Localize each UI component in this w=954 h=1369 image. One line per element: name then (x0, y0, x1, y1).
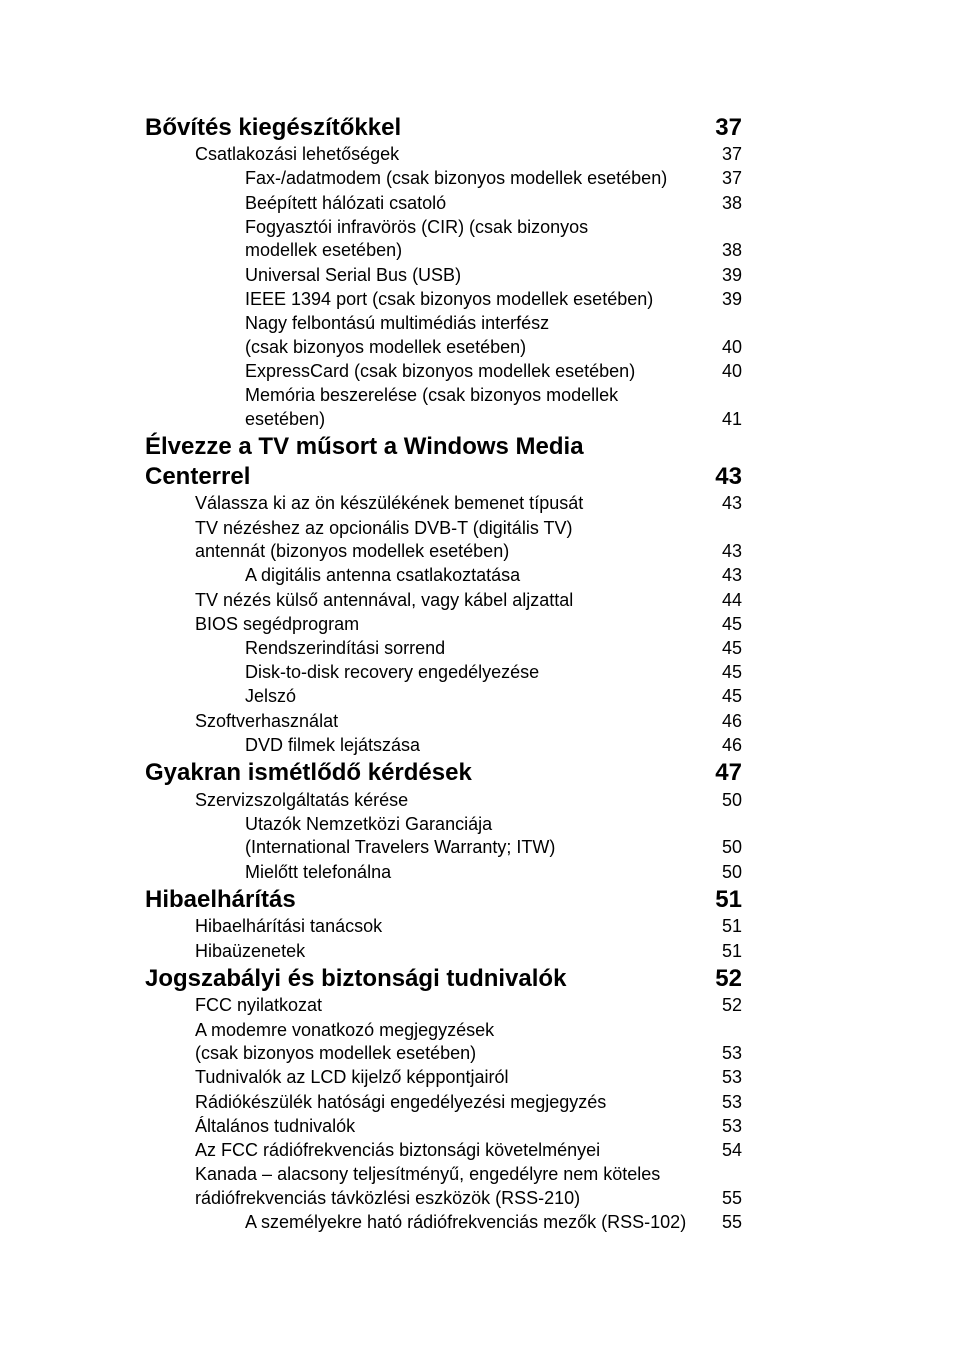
toc-entry-title-line: Hibaelhárítás (145, 885, 296, 913)
toc-entry-title-line: (csak bizonyos modellek esetében) (245, 336, 527, 357)
toc-page-number: 37 (715, 113, 742, 141)
toc-entry-title-line: Fogyasztói infravörös (CIR) (csak bizonyos (245, 216, 589, 237)
toc-entry-title-line: Jogszabályi és biztonsági tudnivalók (145, 964, 567, 992)
toc-section[interactable] (195, 143, 742, 167)
toc-entry-title-line: Kanada – alacsony teljesítményű, engedélyre nem köteles (195, 1164, 661, 1185)
toc-section[interactable] (195, 710, 742, 734)
toc-entry-title-line: A modemre vonatkozó megjegyzések (195, 1019, 495, 1040)
toc-subsection[interactable] (245, 564, 742, 588)
toc-page-number: 39 (721, 288, 742, 309)
toc-page-number: 39 (721, 264, 742, 285)
toc-page-number: 46 (721, 710, 742, 731)
toc-entry-title-line: Fax-/adatmodem (csak bizonyos modellek esetében) (245, 168, 668, 189)
toc-page-number: 44 (721, 589, 742, 610)
toc-page-number: 55 (721, 1212, 742, 1232)
toc-page-number: 45 (721, 686, 742, 707)
toc-chapter[interactable] (145, 432, 742, 492)
toc-section[interactable] (195, 1066, 742, 1090)
toc-page-number: 45 (721, 638, 742, 658)
toc-page-number: 47 (715, 759, 742, 786)
toc-entry-title-line: DVD filmek lejátszása (245, 734, 421, 755)
toc-subsection[interactable] (245, 813, 742, 860)
toc-subsection[interactable] (245, 861, 742, 885)
toc-subsection[interactable] (245, 1211, 742, 1235)
toc-entry-title-line: Memória beszerelése (csak bizonyos modellek (245, 385, 619, 405)
toc-entry-title-line: TV nézéshez az opcionális DVB-T (digitális TV) (195, 517, 573, 538)
toc-entry-title-line: A személyekre ható rádiófrekvenciás mezők (RSS-102) (245, 1212, 687, 1232)
toc-page-number: 53 (721, 1043, 742, 1064)
toc-page-number: 38 (721, 192, 742, 213)
toc-page-number: 50 (721, 789, 742, 810)
toc-page-number: 52 (721, 995, 742, 1016)
toc-subsection[interactable] (245, 192, 742, 216)
toc-entry-title-line: Bővítés kiegészítőkkel (145, 113, 402, 141)
toc-subsection[interactable] (245, 637, 742, 661)
toc-section[interactable] (195, 1115, 742, 1139)
toc-page-number: 51 (721, 916, 742, 937)
toc-page-number: 40 (721, 360, 742, 381)
toc-entry-title-line: Universal Serial Bus (USB) (245, 264, 462, 285)
toc-section[interactable] (195, 1139, 742, 1163)
toc-entry-title-line: Gyakran ismétlődő kérdések (145, 759, 472, 786)
toc-entry-title-line: Jelszó (245, 686, 297, 707)
toc-subsection[interactable] (245, 167, 742, 191)
toc-page-number: 38 (721, 240, 742, 261)
toc-section[interactable] (195, 1163, 742, 1210)
toc-page-number: 50 (721, 861, 742, 882)
toc-subsection[interactable] (245, 312, 742, 359)
toc-entry-title-line: Élvezze a TV műsort a Windows Media (145, 432, 584, 460)
toc-page-number: 45 (721, 662, 742, 683)
toc-section[interactable] (195, 789, 742, 813)
toc-entry-title-line: Válassza ki az ön készülékének bemenet típusát (195, 493, 584, 514)
toc-page-number: 40 (721, 336, 742, 357)
toc-page-number: 52 (715, 964, 742, 992)
toc-entry-title-line: Szervizszolgáltatás kérése (195, 789, 409, 810)
toc-page-number: 51 (715, 885, 742, 913)
toc-subsection[interactable] (245, 360, 742, 384)
toc-page-number: 53 (721, 1067, 742, 1088)
toc-entry-title-line: Rendszerindítási sorrend (245, 638, 446, 658)
toc-chapter[interactable] (145, 964, 742, 994)
toc-section[interactable] (195, 1019, 742, 1066)
toc-entry-title-line: Disk-to-disk recovery engedélyezése (245, 662, 540, 683)
toc-entry-title-line: Beépített hálózati csatoló (245, 192, 447, 213)
toc-entry-title-line: (International Travelers Warranty; ITW) (245, 837, 556, 858)
toc-page-number: 45 (721, 613, 742, 634)
toc-chapter[interactable] (145, 885, 742, 915)
toc-chapter[interactable] (145, 758, 742, 788)
toc-entry-title-line: esetében) (245, 408, 326, 429)
toc-entry-title-line: Szoftverhasználat (195, 710, 339, 731)
toc-page-number: 50 (721, 837, 742, 858)
toc-entry-title-line: FCC nyilatkozat (195, 995, 323, 1016)
toc-page-number: 43 (721, 541, 742, 562)
toc-entry-title-line: Centerrel (145, 462, 251, 490)
toc-entry-title-line: TV nézés külső antennával, vagy kábel aljzattal (195, 589, 574, 610)
toc-page-number: 43 (715, 462, 742, 490)
toc-subsection[interactable] (245, 216, 742, 263)
toc-page-number: 46 (721, 734, 742, 755)
toc-entry-title-line: Nagy felbontású multimédiás interfész (245, 313, 550, 333)
toc-entry-title-line: Csatlakozási lehetőségek (195, 144, 400, 165)
toc-entry-title-line: Utazók Nemzetközi Garanciája (245, 813, 493, 834)
toc-entry-title-line: ExpressCard (csak bizonyos modellek esetében) (245, 360, 636, 381)
toc-entry-title-line: BIOS segédprogram (195, 613, 360, 634)
toc-subsection[interactable] (245, 685, 742, 709)
toc-section[interactable] (195, 492, 742, 516)
toc-page-number: 37 (721, 168, 742, 189)
toc-section[interactable] (195, 517, 742, 564)
toc-section[interactable] (195, 940, 742, 964)
toc-section[interactable] (195, 1091, 742, 1115)
toc-subsection[interactable] (245, 264, 742, 288)
toc-section[interactable] (195, 994, 742, 1018)
toc-page-number: 37 (721, 144, 742, 165)
toc-entry-title-line: Az FCC rádiófrekvenciás biztonsági követelményei (195, 1140, 601, 1160)
toc-section[interactable] (195, 915, 742, 939)
toc-page-number: 55 (721, 1187, 742, 1208)
toc-chapter[interactable] (145, 113, 742, 143)
toc-page-number: 53 (721, 1091, 742, 1112)
toc-entry-title-line: IEEE 1394 port (csak bizonyos modellek esetében) (245, 288, 654, 309)
toc-entry-title-line: Hibaelhárítási tanácsok (195, 916, 383, 937)
toc-page-number: 43 (721, 565, 742, 586)
toc-entry-title-line: modellek esetében) (245, 240, 403, 261)
toc-entry-title-line: rádiófrekvenciás távközlési eszközök (RSS-210) (195, 1187, 581, 1208)
toc-section[interactable] (195, 613, 742, 637)
toc-page-number: 41 (721, 408, 742, 429)
toc-entry-title-line: A digitális antenna csatlakoztatása (245, 565, 521, 586)
toc-subsection[interactable] (245, 734, 742, 758)
toc-page-number: 53 (721, 1115, 742, 1136)
toc-entry-title-line: Rádiókészülék hatósági engedélyezési megjegyzés (195, 1091, 607, 1112)
toc-entry-title-line: antennát (bizonyos modellek esetében) (195, 541, 510, 562)
toc-subsection[interactable] (245, 384, 742, 431)
toc-page-number: 54 (721, 1140, 742, 1160)
toc-entry-title-line: Általános tudnivalók (195, 1115, 356, 1136)
toc-entry-title-line: Mielőtt telefonálna (245, 861, 392, 882)
toc-entry-title-line: (csak bizonyos modellek esetében) (195, 1043, 477, 1064)
toc-subsection[interactable] (245, 288, 742, 312)
toc-entry-title-line: Hibaüzenetek (195, 940, 306, 961)
toc-entry-title-line: Tudnivalók az LCD kijelző képpontjairól (195, 1067, 509, 1088)
toc-page-number: 43 (721, 493, 742, 514)
toc-page-number: 51 (721, 940, 742, 961)
toc-subsection[interactable] (245, 661, 742, 685)
toc-section[interactable] (195, 589, 742, 613)
